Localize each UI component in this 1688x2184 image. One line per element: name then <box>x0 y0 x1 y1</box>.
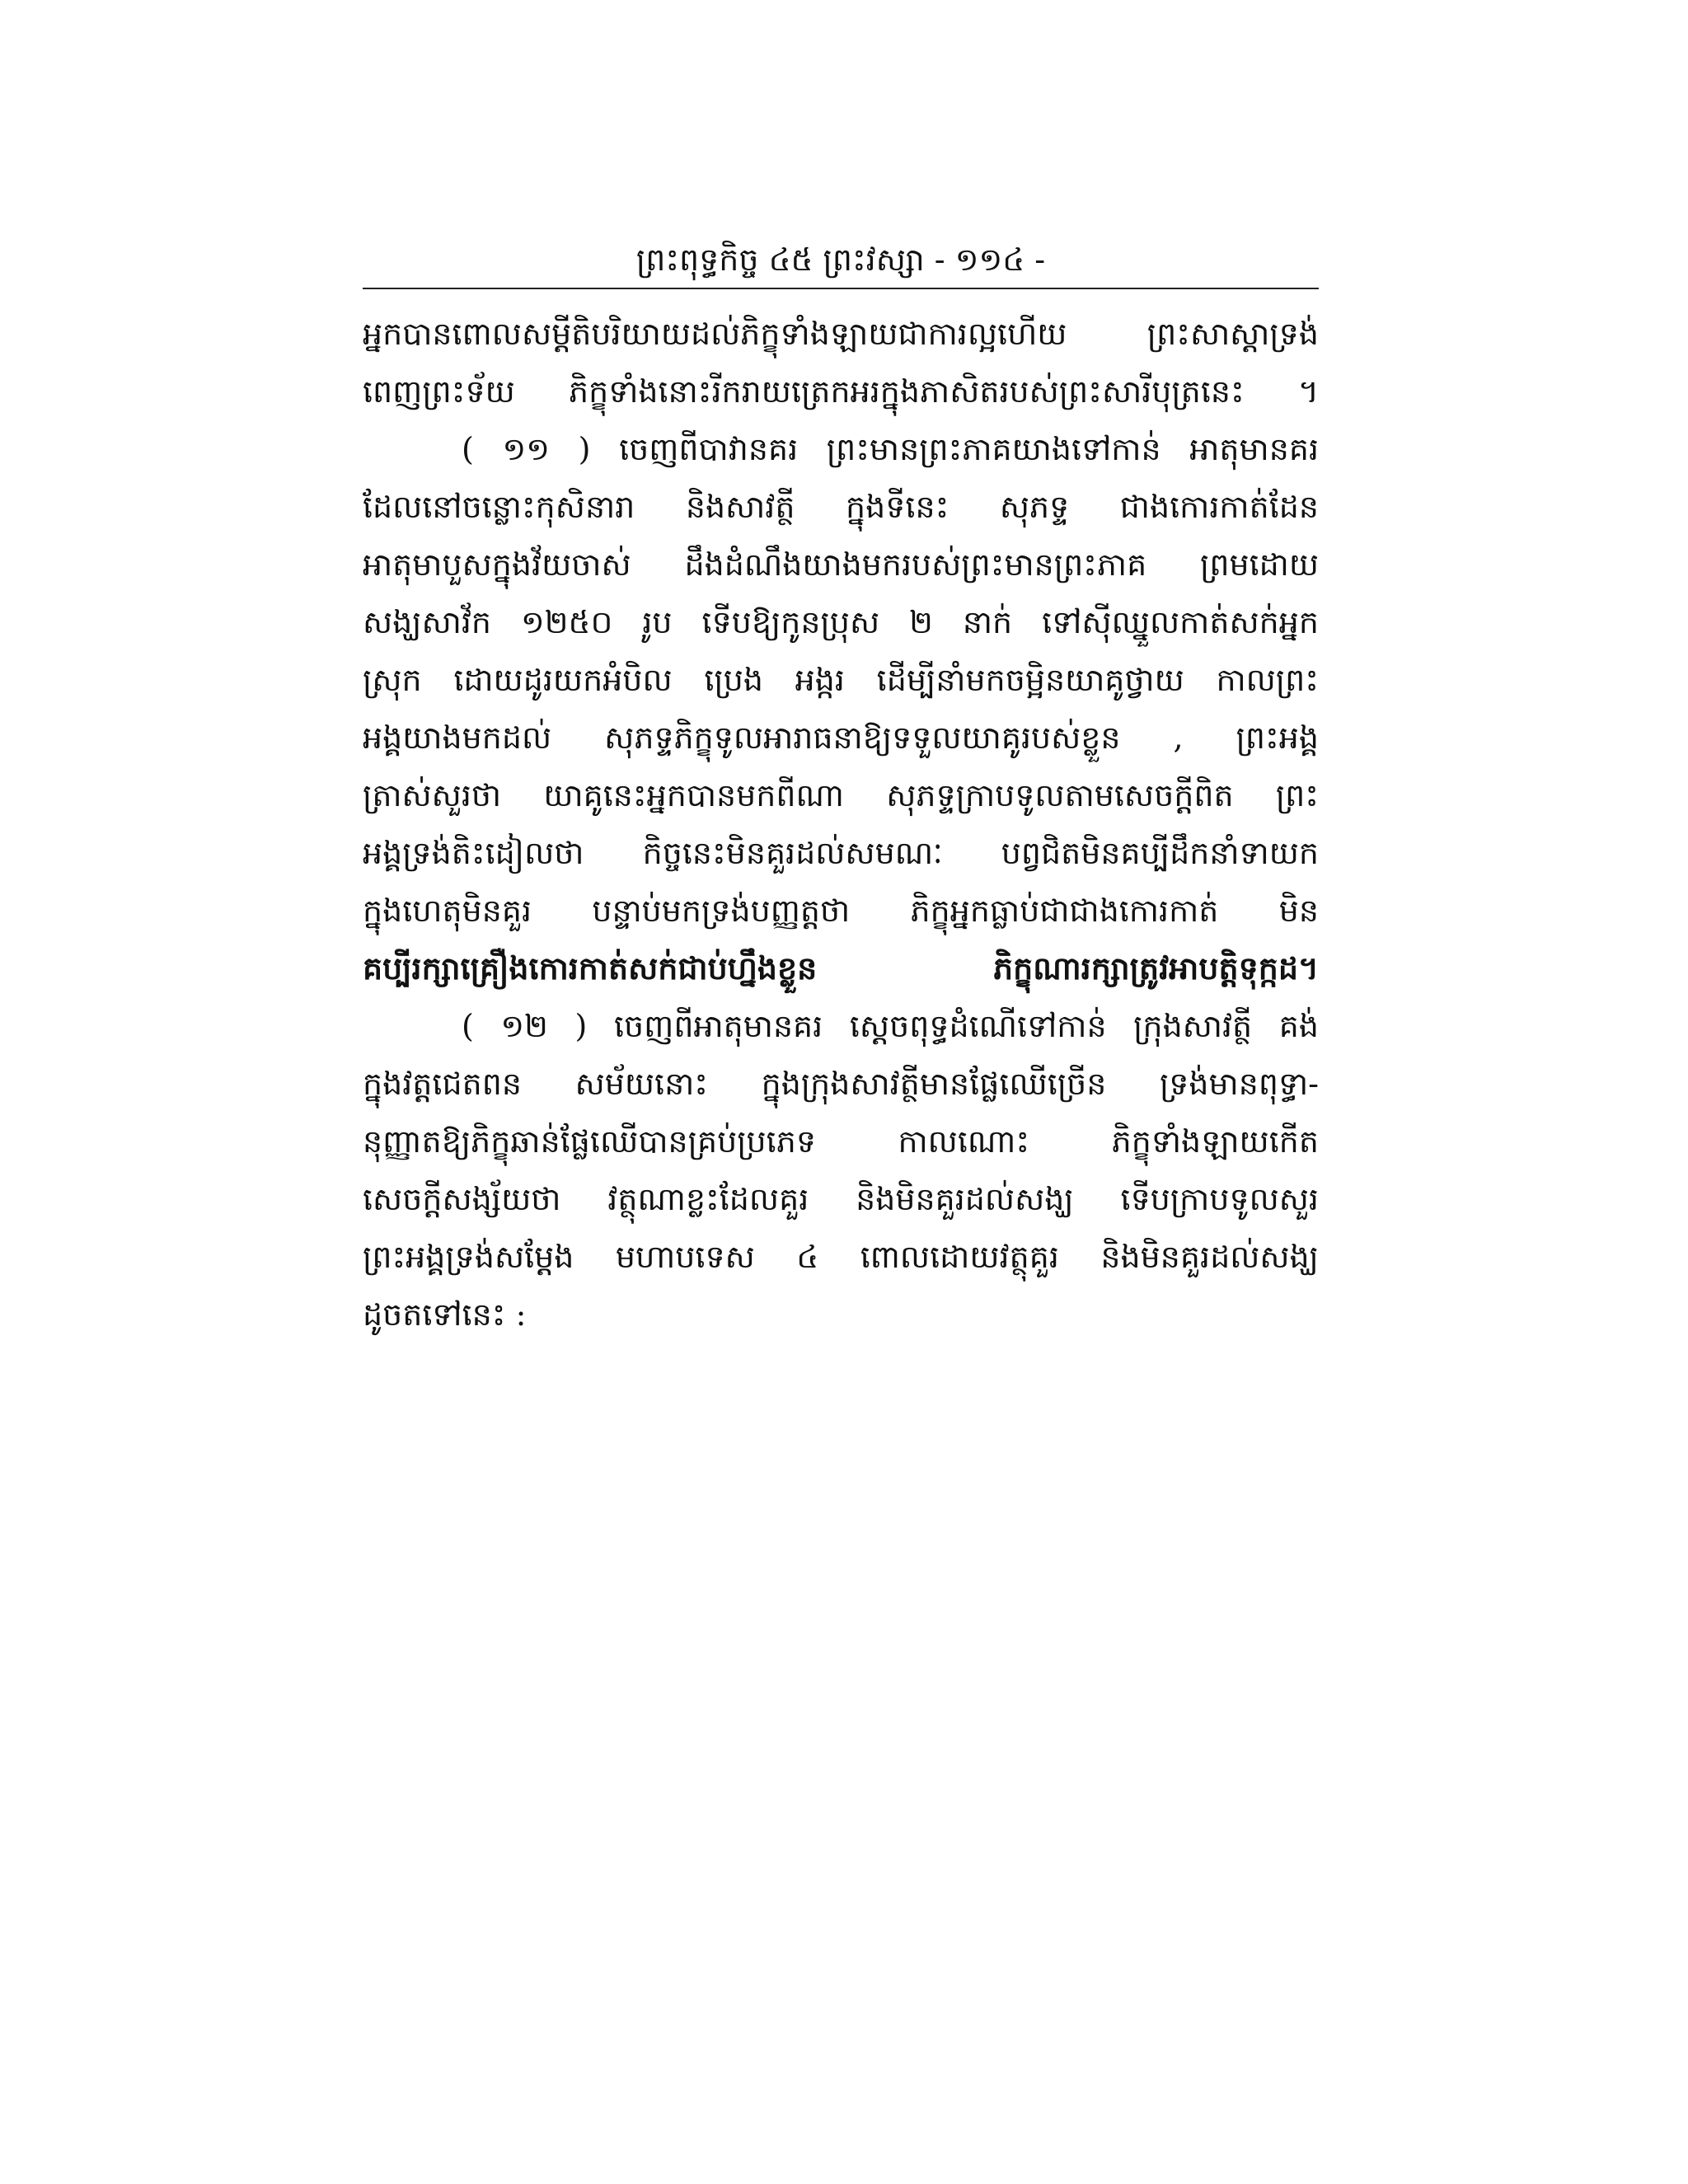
paragraph-12-start: ( ១២ ) ចេញពីអាតុមានគរ ស្តេចពុទ្ធដំណើទៅកាន់ ក្រុងសាវត្ថី គង់ <box>462 1008 1319 1044</box>
text-line: អ្នកបានពោលសម្តីតិបរិយាយដល់ភិក្ខុទាំងឡាយជាការល្អហើយ ព្រះសាស្តាទ្រង់ <box>363 316 1319 352</box>
text-line: ត្រាស់សួរថា យាគូនេះអ្នកបានមកពីណា សុភទ្ទក្រាបទូលតាមសេចក្តីពិត ព្រះ <box>363 777 1319 813</box>
text-line: ក្នុងហេតុមិនគួរ បន្ទាប់មកទ្រង់បញ្ញត្តថា ភិក្ខុអ្នកធ្លាប់ជាជាងកោរកាត់ មិន <box>363 893 1319 929</box>
running-header: ព្រះពុទ្ធកិច្ច ៤៥ ព្រះវស្សា - ១១៤ - <box>635 241 1046 278</box>
text-line: សង្ឃសាវ័ក ១២៥០ រូប ទើបឱ្យកូនប្រុស ២ នាក់ ទៅស៊ីឈ្នួលកាត់សក់អ្នក <box>363 604 1319 640</box>
text-line: ព្រះអង្គទ្រង់សម្តែង មហាបទេស ៤ ពោលដោយវត្ថុគួរ និងមិនគួរដល់សង្ឃ <box>363 1239 1319 1275</box>
paragraph-11-start: ( ១១ ) ចេញពីបាវានគរ ព្រះមានព្រះភាគយាងទៅកាន់ អាតុមានគរ <box>462 431 1319 467</box>
text-line: អាតុមាបួសក្នុងវ័យចាស់ ដឹងដំណឹងយាងមករបស់ព្រះមានព្រះភាគ ព្រមដោយ <box>363 546 1319 583</box>
text-line-final: ដូចតទៅនេះ : <box>363 1296 527 1333</box>
text-line: នុញ្ញាតឱ្យភិក្ខុឆាន់ផ្លែឈើបានគ្រប់ប្រភេទ កាលណោះ ភិក្ខុទាំងឡាយកើត <box>363 1123 1319 1160</box>
rule-statement-line: គប្បីរក្សាគ្រឿងកោរកាត់សក់ជាប់ហ្នឹងខ្លួន ភិក្ខុណារក្សាត្រូវអាបត្តិទុក្កដ។ <box>363 949 1319 987</box>
body-text <box>363 305 1319 1690</box>
text-line: ស្រុក ដោយដូរយកអំបិល ប្រេង អង្ករ ដើម្បីនាំមកចម្អិនយាគូថ្វាយ កាលព្រះ <box>363 662 1319 698</box>
text-line: អង្គយាងមកដល់ សុភទ្ទភិក្ខុទូលអារាធនាឱ្យទទួលយាគូរបស់ខ្លួន , ព្រះអង្គ <box>363 719 1319 756</box>
text-line: ក្នុងវត្តជេតពន សម័យនោះ ក្នុងក្រុងសាវត្ថីមានផ្លែឈើច្រើន ទ្រង់មានពុទ្ធា- <box>363 1066 1319 1102</box>
text-line: អង្គទ្រង់តិះដៀលថា កិច្ចនេះមិនគួរដល់សមណៈ បព្វជិតមិនគប្បីដឹកនាំទាយក <box>363 835 1319 871</box>
text-line: សេចក្តីសង្ស័យថា វត្ថុណាខ្លះដែលគួរ និងមិនគួរដល់សង្ឃ ទើបក្រាបទូលសួរ <box>363 1181 1319 1217</box>
text-line: ដែលនៅចន្លោះកុសិនារា និងសាវត្ថី ក្នុងទីនេះ សុភទ្ទ ជាងកោរកាត់ដែន <box>363 489 1319 525</box>
header-rule <box>363 288 1319 289</box>
text-line: ពេញព្រះទ័យ ភិក្ខុទាំងនោះរីករាយត្រេកអរក្នុងភាសិតរបស់ព្រះសារីបុត្រនេះ ។ <box>363 373 1319 410</box>
